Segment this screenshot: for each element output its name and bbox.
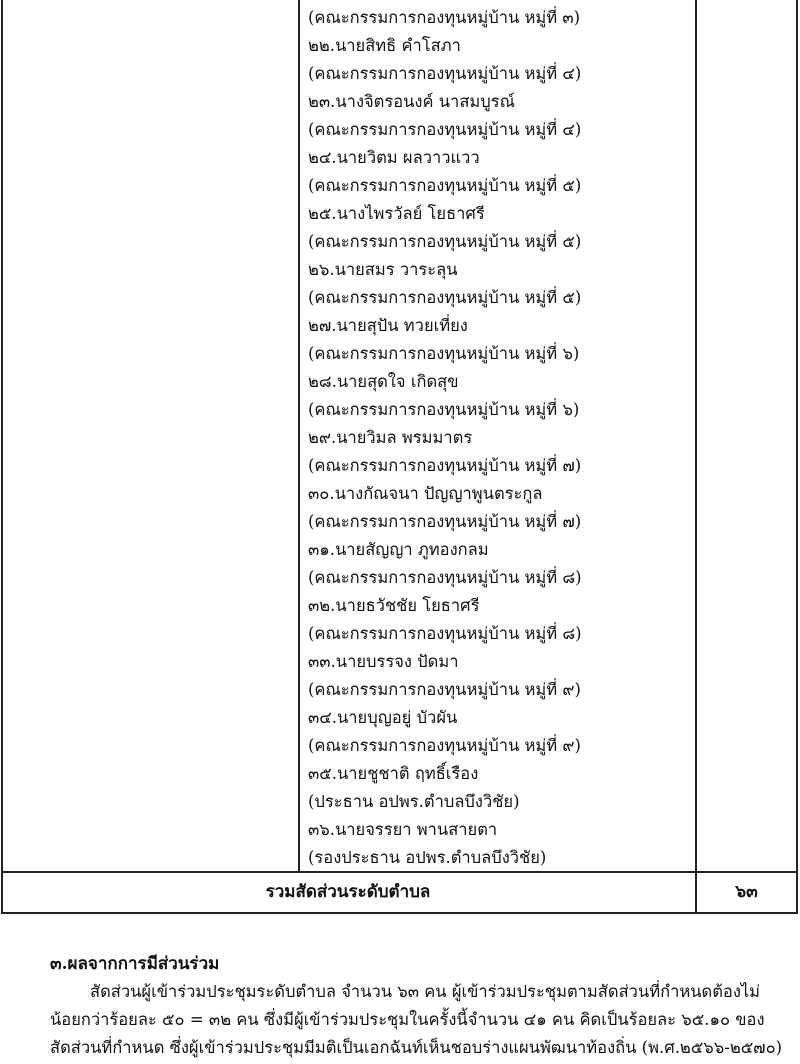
participant-name: ๓๕.นายชูชาติ ฤทธิ์เรือง xyxy=(308,764,479,783)
paragraph-line: สัดส่วนผู้เข้าร่วมประชุมระดับตำบล จำนวน ๖๓ คน ผู้เข้าร่วมประชุมตามสัดส่วนที่กำหนดต้องไม่ xyxy=(90,982,761,1001)
participant-role: (คณะกรรมการกองทุนหมู่บ้าน หมู่ที่ ๕) xyxy=(308,288,582,307)
participant-name: ๒๖.นายสมร วาระลุน xyxy=(308,260,458,279)
participant-role: (คณะกรรมการกองทุนหมู่บ้าน หมู่ที่ ๘) xyxy=(308,568,582,587)
paragraph-line: น้อยกว่าร้อยละ ๕๐ = ๓๒ คน ซึ่งมีผู้เข้าร่วมประชุมในครั้งนี้จำนวน ๔๑ คน คิดเป็นร้อยละ ๖๕.๑๐ ของ xyxy=(50,1010,765,1029)
participant-name: ๒๗.นายสุปัน ทวยเที่ยง xyxy=(308,316,468,335)
participant-name: ๒๒.นายสิทธิ คำโสภา xyxy=(308,36,461,55)
table-border-bottom xyxy=(1,912,798,914)
participant-role: (คณะกรรมการกองทุนหมู่บ้าน หมู่ที่ ๖) xyxy=(308,400,580,419)
table-border-col1 xyxy=(298,0,300,871)
total-value: ๖๓ xyxy=(735,882,758,902)
participant-role: (คณะกรรมการกองทุนหมู่บ้าน หมู่ที่ ๔) xyxy=(308,120,582,139)
participant-role: (คณะกรรมการกองทุนหมู่บ้าน หมู่ที่ ๗) xyxy=(308,512,582,531)
participation-result-section xyxy=(50,950,783,1062)
participant-role: (คณะกรรมการกองทุนหมู่บ้าน หมู่ที่ ๘) xyxy=(308,624,582,643)
participant-role: (คณะกรรมการกองทุนหมู่บ้าน หมู่ที่ ๖) xyxy=(308,344,580,363)
participant-role: (รองประธาน อปพร.ตำบลบึงวิชัย) xyxy=(308,848,547,867)
participant-name: ๓๖.นายจรรยา พานสายตา xyxy=(308,820,498,839)
participant-role: (คณะกรรมการกองทุนหมู่บ้าน หมู่ที่ ๙) xyxy=(308,680,581,699)
participant-name: ๓๓.นายบรรจง ปัดมา xyxy=(308,652,459,671)
participant-role: (ประธาน อปพร.ตำบลบึงวิชัย) xyxy=(308,792,520,811)
participant-name: ๒๕.นางไพรวัลย์ โยธาศรี xyxy=(308,204,485,223)
table-border-right xyxy=(796,0,798,914)
participant-name: ๒๙.นายวิมล พรมมาตร xyxy=(308,428,473,447)
participant-role: (คณะกรรมการกองทุนหมู่บ้าน หมู่ที่ ๕) xyxy=(308,232,582,251)
table-border-left xyxy=(1,0,3,914)
paragraph-line: สัดส่วนที่กำหนด ซึ่งผู้เข้าร่วมประชุมมีมติเป็นเอกฉันท์เห็นชอบร่างแผนพัฒนาท้องถิ่น (พ.ศ.๒๕๖๖-๒๕๗๐) xyxy=(50,1038,783,1057)
participant-name: ๓๑.นายสัญญา ภูทองกลม xyxy=(308,540,489,559)
participant-role: (คณะกรรมการกองทุนหมู่บ้าน หมู่ที่ ๗) xyxy=(308,456,582,475)
participant-list xyxy=(308,4,696,872)
participant-name: ๓๐.นางกัณจนา ปัญญาพูนตระกูล xyxy=(308,484,543,503)
total-label: รวมสัดส่วนระดับตำบล xyxy=(265,882,431,902)
participant-name: ๒๓.นางจิตรอนงค์ นาสมบูรณ์ xyxy=(308,92,515,111)
participant-role: (คณะกรรมการกองทุนหมู่บ้าน หมู่ที่ ๔) xyxy=(308,64,582,83)
participant-role: (คณะกรรมการกองทุนหมู่บ้าน หมู่ที่ ๕) xyxy=(308,176,582,195)
participant-name: ๓๔.นายบุญอยู่ บัวผัน xyxy=(308,708,458,727)
participant-role: (คณะกรรมการกองทุนหมู่บ้าน หมู่ที่ ๙) xyxy=(308,736,581,755)
participant-role: (คณะกรรมการกองทุนหมู่บ้าน หมู่ที่ ๓) xyxy=(308,8,581,27)
section-heading: ๓.ผลจากการมีส่วนร่วม xyxy=(50,954,220,974)
participant-name: ๒๔.นายวิตม ผลวาวแวว xyxy=(308,148,480,167)
participant-name: ๓๒.นายธวัชชัย โยธาศรี xyxy=(308,596,480,615)
participant-name: ๒๘.นายสุดใจ เกิดสุข xyxy=(308,372,459,391)
